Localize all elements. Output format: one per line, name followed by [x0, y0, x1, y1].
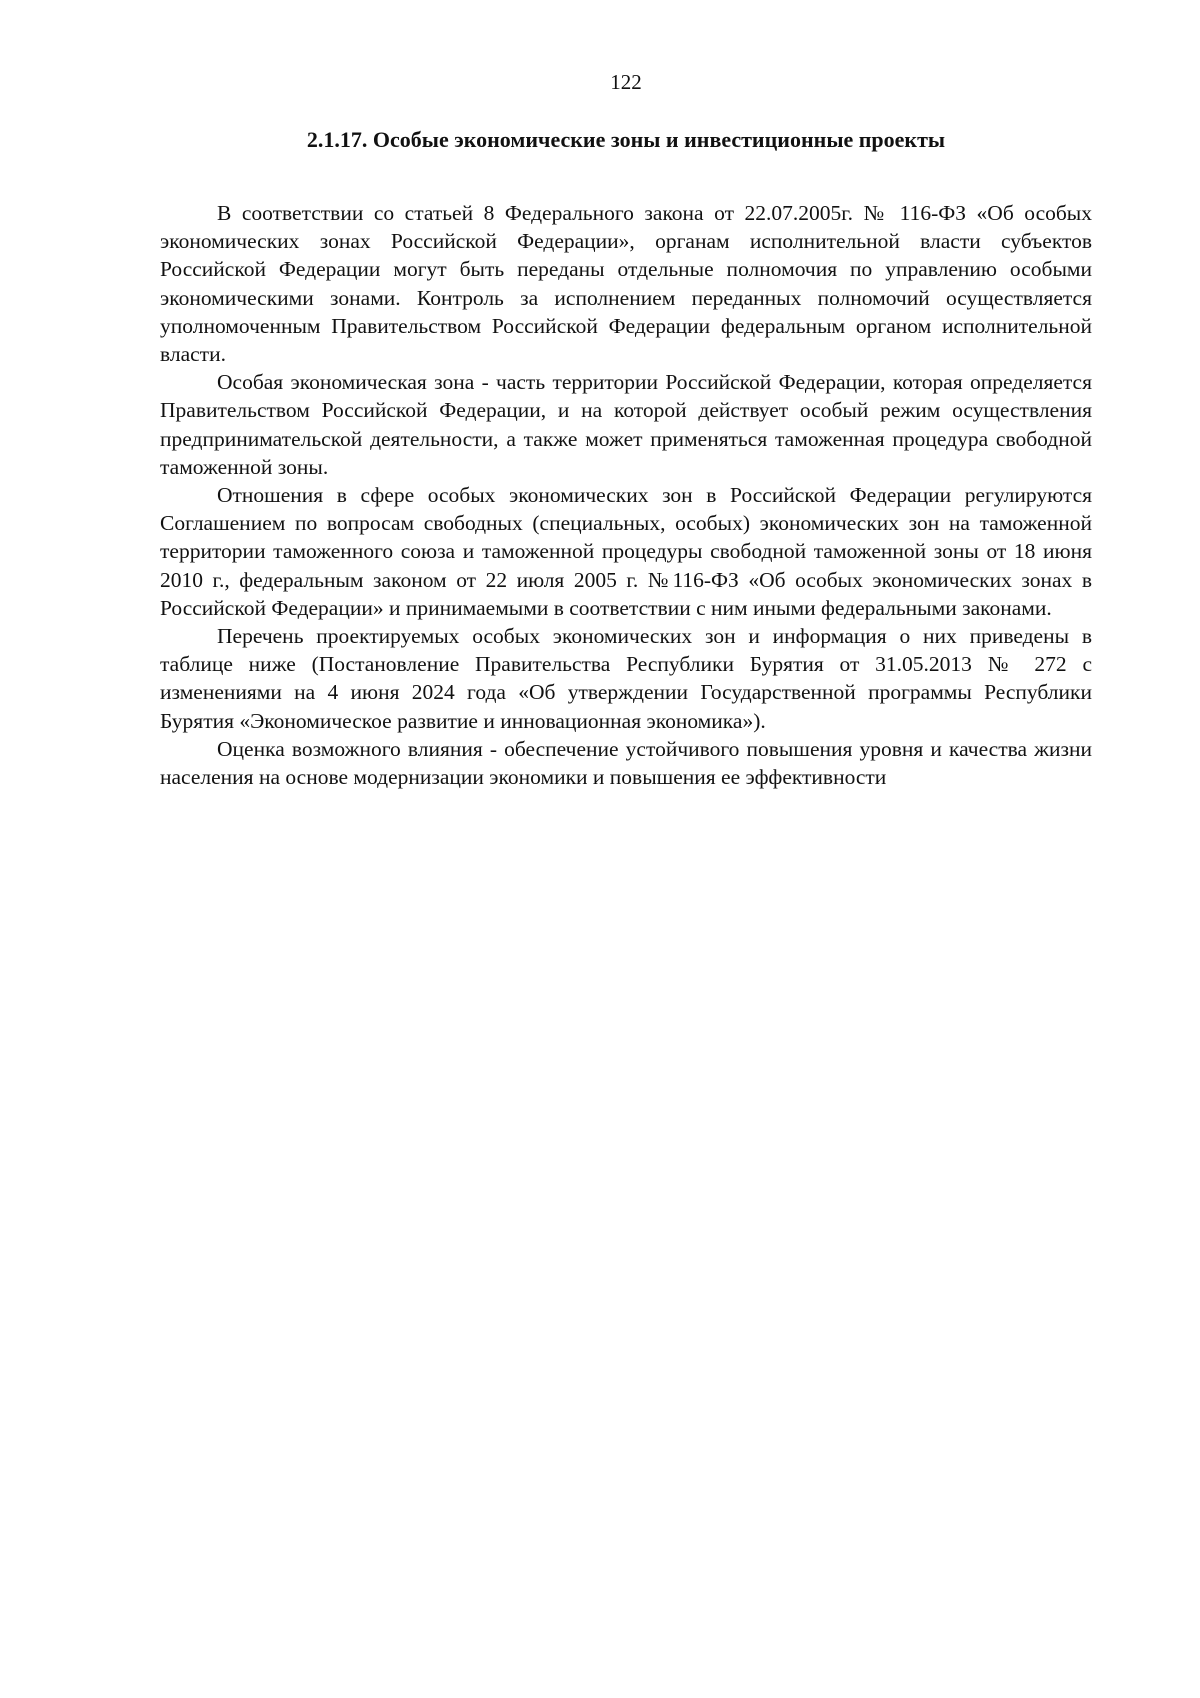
paragraph: Особая экономическая зона - часть территории Российской Федерации, которая определяется Правительством Российской Федерации, и на которой действует особый режим осуществления предпринимательской деятельности, а также может применяться таможенная процедура свободной таможенной зоны. [160, 370, 1092, 479]
page-number: 122 [610, 70, 642, 94]
paragraph: Оценка возможного влияния - обеспечение устойчивого повышения уровня и качества жизни населения на основе модернизации экономики и повышения ее эффективности [160, 736, 1092, 790]
paragraph: Перечень проектируемых особых экономических зон и информация о них приведены в таблице ниже (Постановление Правительства Республики Бурятия от 31.05.2013 № 272 с изменениями на 4 июня 2024 года «Об утверждении Государственной программы Республики Бурятия «Экономическое развитие и инновационная экономика»). [160, 624, 1092, 733]
section-title: 2.1.17. Особые экономические зоны и инвестиционные проекты [306, 127, 946, 152]
paragraph: Отношения в сфере особых экономических зон в Российской Федерации регулируются Соглашением по вопросам свободных (специальных, особых) экономических зон на таможенной территории таможенного союза и таможенной процедуры свободной таможенной зоны от 18 июня 2010 г., федеральным законом от 22 июля 2005 г. №116-ФЗ «Об особых экономических зонах в Российской Федерации» и принимаемыми в соответствии с ним иными федеральными законами. [160, 483, 1092, 620]
body-text [160, 199, 1092, 791]
paragraph: В соответствии со статьей 8 Федерального закона от 22.07.2005г. № 116-ФЗ «Об особых экономических зонах Российской Федерации», органам исполнительной власти субъектов Российской Федерации могут быть переданы отдельные полномочия по управлению особыми экономическими зонами. Контроль за исполнением переданных полномочий осуществляется уполномоченным Правительством Российской Федерации федеральным органом исполнительной власти. [160, 201, 1092, 367]
